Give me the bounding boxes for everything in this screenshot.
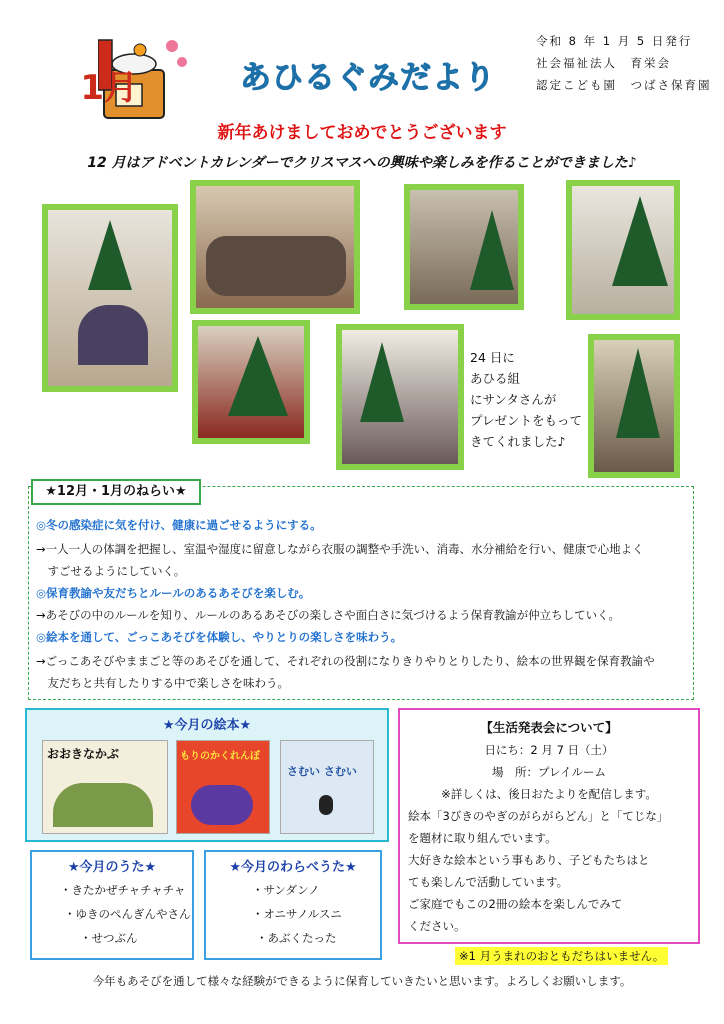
photo-tree-window: [566, 180, 680, 320]
song-item: ・きたかぜチャチャチャ: [60, 883, 186, 897]
goal-detail: →あそびの中のルールを知り、ルールのあるあそびの楽しさや面白さに気づけるよう保育教諭が仲立ちしていく。: [36, 608, 620, 622]
birthday-note: ※1 月うまれのおともだちはいません。: [455, 947, 668, 965]
photo-child-tree: [404, 184, 524, 310]
warabe-item: ・あぶくたった: [256, 931, 337, 945]
closing-message: 今年もあそびを通して様々な経験ができるように保育していきたいと思います。よろしくお願いします。: [92, 974, 632, 988]
book-cover-mori: もりのかくれんぼ: [176, 740, 270, 834]
song-item: ・せつぶん: [80, 931, 138, 945]
event-body-line: ご家庭でもこの2冊の絵本を楽しんでみて: [408, 897, 623, 911]
goal-detail: 友だちと共有したりする中で楽しさを味わう。: [36, 676, 289, 690]
photo-kids-tree: [42, 204, 178, 392]
newsletter-title: あひるぐみだより: [240, 60, 496, 96]
book-cover-okinakabu: おおきなかぶ: [42, 740, 168, 834]
warabe-item: ・サンダンノ: [252, 883, 320, 897]
goal-detail: すごせるようにしていく。: [36, 564, 186, 578]
goal-heading: ◎冬の感染症に気を付け、健康に過ごせるようにする。: [36, 518, 322, 532]
goal-heading: ◎絵本を通して、ごっこあそびを体験し、やりとりの楽しさを味わう。: [36, 630, 403, 644]
event-body-line: を題材に取り組んでいます。: [408, 831, 557, 845]
photo-santa-gifts: [336, 324, 464, 470]
goals-title: ★12月・1月のねらい★: [31, 479, 201, 505]
books-title: ★今月の絵本★: [162, 718, 252, 733]
photo-tree-ornament: [588, 334, 680, 478]
organization: 社会福祉法人 育栄会: [536, 56, 671, 70]
issuer-block: [536, 30, 712, 96]
photo-caption: 24 日に あひる組 にサンタさんが プレゼントをもって きてくれました♪: [470, 350, 583, 449]
goal-detail: →一人一人の体調を把握し、室温や湿度に留意しながら衣服の調整や手洗い、消毒、水分補給を行い、健康で心地よく: [36, 542, 644, 556]
song-item: ・ゆきのぺんぎんやさん: [64, 907, 191, 921]
songs-title: ★今月のうた★: [67, 860, 157, 875]
photo-tree-boy: [192, 320, 310, 444]
event-date: 日にち：2 月 7 日（土）: [484, 743, 614, 757]
issue-date: 令和 8 年 1 月 5 日発行: [536, 34, 693, 48]
event-body-line: ください。: [408, 919, 466, 933]
month-badge: 1月: [80, 68, 138, 108]
event-body-line: 大好きな絵本という事もあり、子どもたちはと: [408, 853, 650, 867]
photo-storytime: [190, 180, 360, 314]
warabe-title: ★今月のわらべうた★: [229, 860, 357, 875]
school-name: 認定こども園 つばさ保育園: [536, 78, 712, 92]
goal-heading: ◎保育教諭や友だちとルールのあるあそびを楽しむ。: [36, 586, 311, 600]
book-cover-samui: さむい さむい: [280, 740, 374, 834]
new-year-greeting: 新年あけましておめでとうございます: [217, 123, 507, 143]
advent-subheading: 12 月はアドベントカレンダーでクリスマスへの興味や楽しみを作ることができました♪: [87, 155, 637, 171]
event-place: 場 所：プレイルーム: [492, 765, 606, 779]
event-title: 【生活発表会について】: [480, 720, 618, 735]
goal-detail: →ごっこあそびやままごと等のあそびを通して、それぞれの役割になりきりやりとりしたり、絵本の世界観を保育教諭や: [36, 654, 655, 668]
event-body-line: ても楽しんで活動しています。: [408, 875, 569, 889]
warabe-item: ・オニサノルスニ: [252, 907, 342, 921]
event-body-line: 絵本「3びきのやぎのがらがらどん」と「てじな」: [408, 809, 669, 823]
event-notice: ※詳しくは、後日おたよりを配信します。: [441, 787, 657, 801]
